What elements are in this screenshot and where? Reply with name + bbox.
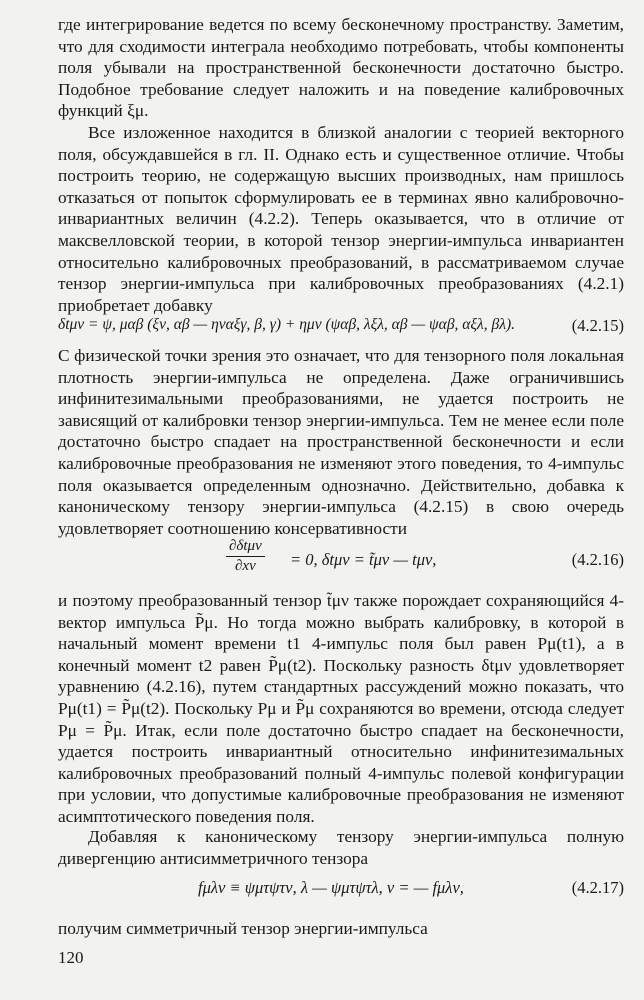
equation-4-2-15 xyxy=(58,312,624,342)
fraction-numerator: ∂δtμν xyxy=(226,538,265,557)
fraction xyxy=(226,538,265,575)
paragraph-5: Добавляя к каноническому тензору энергии-импульса полную дивергенцию антисимметричного тензора xyxy=(58,827,624,868)
equation-expression: δtμν = ψ, μαβ (ξν, αβ — ηναξγ, β, γ) + ημν (ψαβ, λξλ, αβ — ψαβ, αξλ, βλ). xyxy=(58,316,515,333)
paragraph-3: С физической точки зрения это означает, что для тензорного поля локальная плотность энергии-импульса не определена. Даже ограничившись инфинитезимальными преобразованиями, не удается построить не зависящий от калибровки тензор энергии-импульса. Тем не менее если поле достаточно быстро спадает на пространственной бесконечности и если калибровочные преобразования не изменяют этого поведения, то 4-импульс поля оказывается определенным однозначно. Действительно, добавка к каноническому тензору энергии-импульса (4.2.15) в свою очередь удовлетворяет соотношению консервативности xyxy=(58,346,624,538)
paragraph-1: где интегрирование ведется по всему бесконечному пространству. Заметим, что для сходимости интеграла необходимо потребовать, чтобы компоненты поля убывали на пространственной бесконечности достаточно быстро. Подобное требование следует наложить и на поведение калибровочных функций ξμ. xyxy=(58,15,624,121)
equation-expression: fμλν ≡ ψμτψτν, λ — ψμτψτλ, ν = — fμλν, xyxy=(198,878,464,897)
paragraph-4: и поэтому преобразованный тензор t̃μν также порождает сохраняющийся 4-вектор импульса P̃μ. Но тогда можно выбрать калибровку, в которой в начальный момент времени t1 4-импульс поля был равен Pμ(t1), а в конечный момент t2 равен P̃μ(t2). Поскольку разность δtμν удовлетворяет уравнению (4.2.16), путем стандартных рассуждений можно показать, что Pμ(t1) = P̃μ(t2). Поскольку Pμ и P̃μ сохраняются во времени, отсюда следует Pμ = P̃μ. Итак, если поле достаточно быстро спадает на бесконечности, удается построить инвариантный относительно инфинитезимальных калибровочных преобразований полный 4-импульс полевой конфигурации при условии, что допустимые калибровочные преобразования не изменяют асимптотического поведения поля. xyxy=(58,591,624,826)
page-number: 120 xyxy=(58,948,84,967)
paragraph-6: получим симметричный тензор энергии-импульса xyxy=(58,919,428,938)
fraction-denominator: ∂xν xyxy=(235,558,256,574)
equation-expression: = 0, δtμν = t̃μν — tμν, xyxy=(290,550,437,569)
equation-4-2-16 xyxy=(58,538,624,582)
equation-4-2-17 xyxy=(58,876,624,906)
equation-number: (4.2.16) xyxy=(571,550,624,569)
equation-number: (4.2.15) xyxy=(571,316,624,335)
paragraph-2: Все изложенное находится в близкой аналогии с теорией векторного поля, обсуждавшейся в гл. II. Однако есть и существенное отличие. Чтобы построить теорию, не содержащую высших производных, нам пришлось отказаться от попыток сформулировать ее в терминах явно калибровочно-инвариантных величин (4.2.2). Теперь оказывается, что в отличие от максвелловской теории, в которой тензор энергии-импульса инвариантен относительно калибровочных преобразований, в рассматриваемом случае тензор энергии-импульса при калибровочных преобразованиях (4.2.1) приобретает добавку xyxy=(58,123,624,315)
equation-number: (4.2.17) xyxy=(571,878,624,897)
